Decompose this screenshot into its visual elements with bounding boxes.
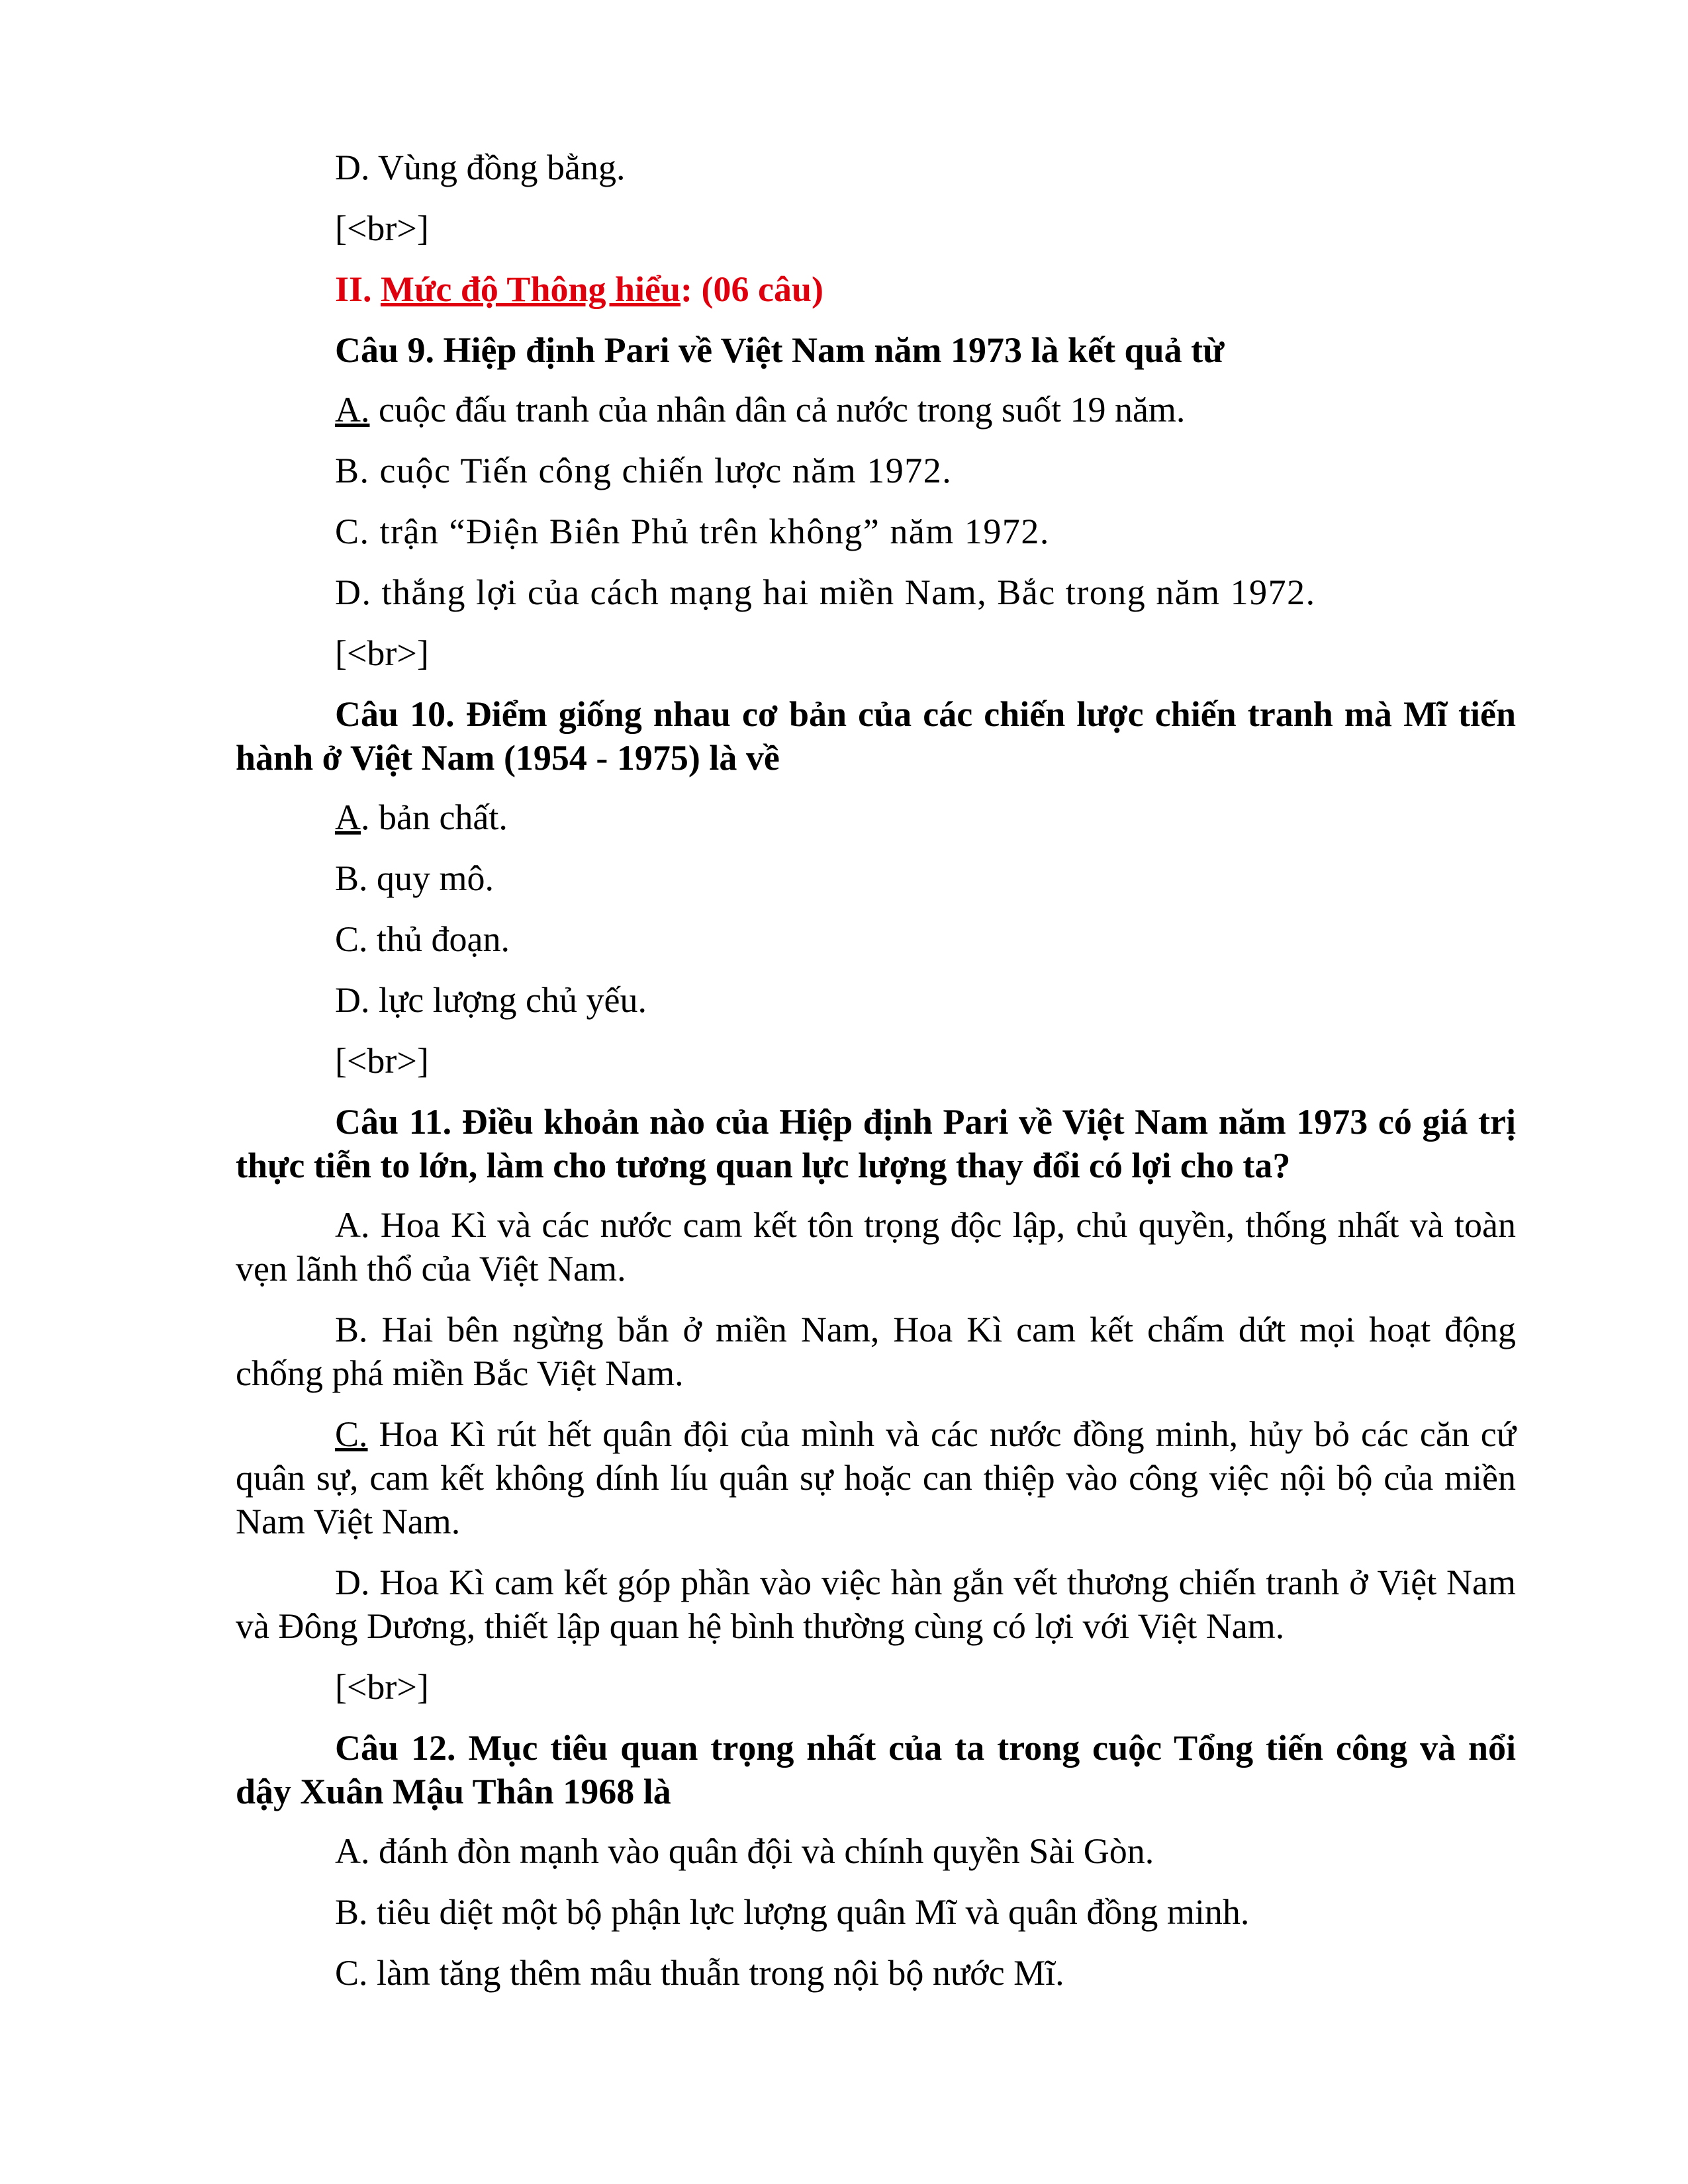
q9-answer-letter: A. [335, 390, 370, 430]
br-marker: [<br>] [335, 208, 429, 248]
q11-option-d: D. Hoa Kì cam kết góp phần vào việc hàn gắn vết thương chiến tranh ở Việt Nam và Đông Dương, thiết lập quan hệ bình thường cùng có lợi với Việt Nam. [236, 1563, 1516, 1646]
q12-option-b: B. tiêu diệt một bộ phận lực lượng quân Mĩ và quân đồng minh. [335, 1892, 1250, 1932]
q11-option-c [236, 1412, 1516, 1543]
q10-answer-letter: A [335, 797, 361, 837]
document-page [236, 146, 1516, 2012]
q12-option-a: A. đánh đòn mạnh vào quân đội và chính quyền Sài Gòn. [335, 1831, 1154, 1871]
q9-option-d: D. thắng lợi của cách mạng hai miền Nam, Bắc trong năm 1972. [335, 572, 1316, 612]
q9-option-a [236, 388, 1516, 432]
q10-option-d: D. lực lượng chủ yếu. [335, 980, 647, 1020]
q10-option-a-text: . bản chất. [361, 797, 508, 837]
q10-option-a [236, 796, 1516, 839]
question-12: Câu 12. Mục tiêu quan trọng nhất của ta trong cuộc Tổng tiến công và nổi dậy Xuân Mậu Thân 1968 là [236, 1728, 1516, 1811]
q9-option-c: C. trận “Điện Biên Phủ trên không” năm 1972. [335, 512, 1050, 551]
q11-option-a: A. Hoa Kì và các nước cam kết tôn trọng độc lập, chủ quyền, thống nhất và toàn vẹn lãnh thổ của Việt Nam. [236, 1205, 1516, 1289]
question-9: Câu 9. Hiệp định Pari về Việt Nam năm 1973 là kết quả từ [335, 330, 1225, 370]
q9-option-b: B. cuộc Tiến công chiến lược năm 1972. [335, 451, 953, 490]
q10-option-b: B. quy mô. [335, 858, 494, 898]
question-10: Câu 10. Điểm giống nhau cơ bản của các chiến lược chiến tranh mà Mĩ tiến hành ở Việt Nam (1954 - 1975) là về [236, 694, 1516, 778]
q11-answer-letter: C. [335, 1414, 368, 1454]
question-11: Câu 11. Điều khoản nào của Hiệp định Pari về Việt Nam năm 1973 có giá trị thực tiễn to lớn, làm cho tương quan lực lượng thay đổi có lợi cho ta? [236, 1102, 1516, 1185]
q12-option-c: C. làm tăng thêm mâu thuẫn trong nội bộ nước Mĩ. [335, 1953, 1064, 1993]
section-heading [236, 267, 1516, 311]
br-marker: [<br>] [335, 1667, 429, 1707]
section-count: : (06 câu) [680, 269, 823, 309]
q11-option-b: B. Hai bên ngừng bắn ở miền Nam, Hoa Kì cam kết chấm dứt mọi hoạt động chống phá miền Bắc Việt Nam. [236, 1310, 1516, 1393]
br-marker: [<br>] [335, 633, 429, 673]
section-title: Mức độ Thông hiểu [381, 269, 681, 309]
option-d-prev: D. Vùng đồng bằng. [335, 148, 626, 187]
q10-option-c: C. thủ đoạn. [335, 919, 510, 959]
q9-option-a-text: cuộc đấu tranh của nhân dân cả nước trong suốt 19 năm. [369, 390, 1186, 430]
section-roman: II. [335, 269, 381, 309]
q11-option-c-text: Hoa Kì rút hết quân đội của mình và các nước đồng minh, hủy bỏ các căn cứ quân sự, cam kết không dính líu quân sự hoặc can thiệp vào công việc nội bộ của miền Nam Việt Nam. [236, 1414, 1516, 1541]
br-marker: [<br>] [335, 1041, 429, 1081]
